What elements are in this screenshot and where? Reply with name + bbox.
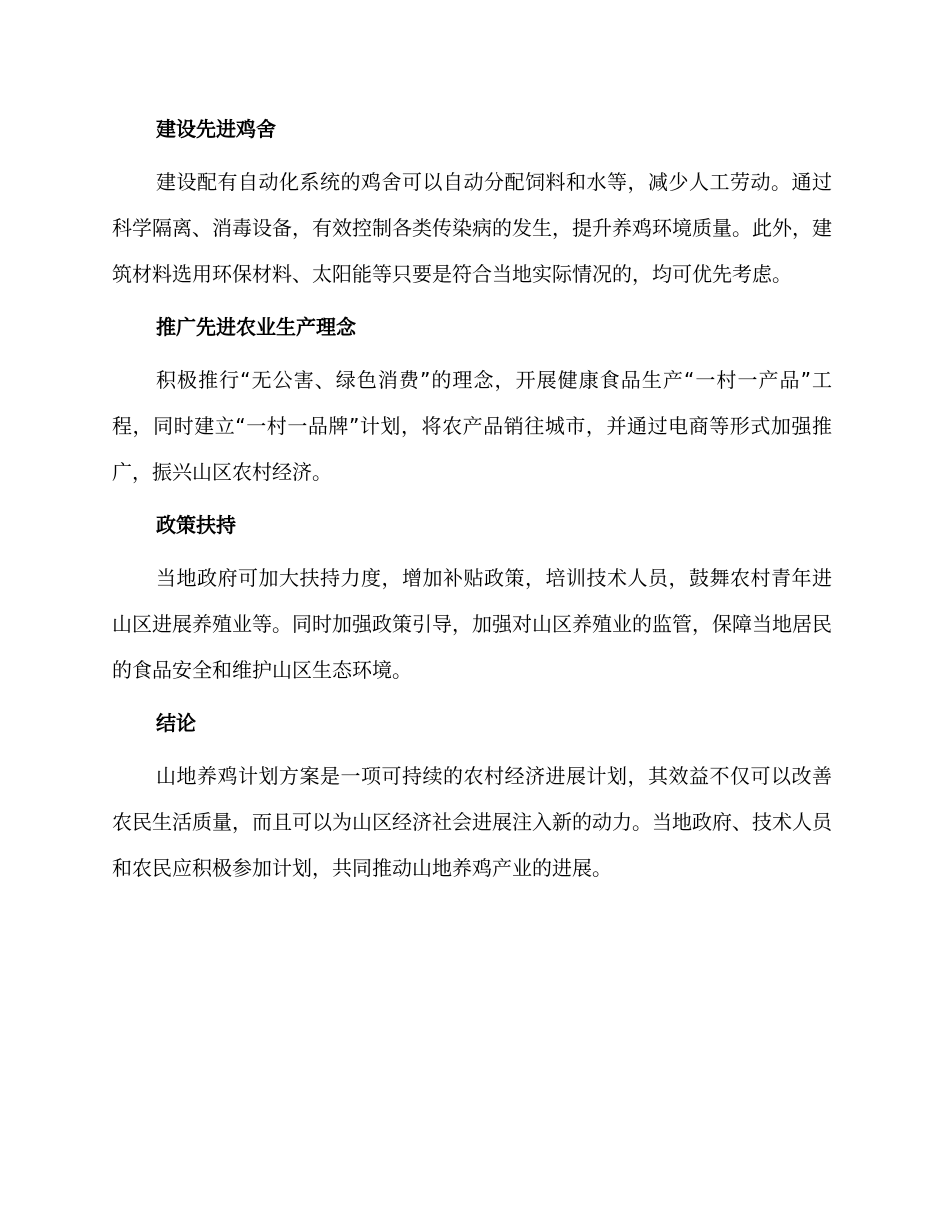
section-body-agriculture-concept: 积极推行“无公害、绿色消费”的理念，开展健康食品生产“一村一产品”工程，同时建立“一村一品牌”计划，将农产品销往城市，并通过电商等形式加强推广，振兴山区农村经济。 <box>112 368 832 484</box>
section-body-conclusion: 山地养鸡计划方案是一项可持续的农村经济进展计划，其效益不仅可以改善农民生活质量，而且可以为山区经济社会进展注入新的动力。当地政府、技术人员和农民应积极参加计划，共同推动山地养鸡产业的进展。 <box>112 764 832 880</box>
section-body-chicken-house: 建设配有自动化系统的鸡舍可以自动分配饲料和水等，减少人工劳动。通过科学隔离、消毒设备，有效控制各类传染病的发生，提升养鸡环境质量。此外，建筑材料选用环保材料、太阳能等只要是符合当地实际情况的，均可优先考虑。 <box>112 170 832 286</box>
section-heading-chicken-house: 建设先进鸡舍 <box>156 117 276 141</box>
section-heading-agriculture-concept: 推广先进农业生产理念 <box>156 315 356 339</box>
section-heading-conclusion: 结论 <box>156 711 196 735</box>
section-body-policy-support: 当地政府可加大扶持力度，增加补贴政策，培训技术人员，鼓舞农村青年进山区进展养殖业等。同时加强政策引导，加强对山区养殖业的监管，保障当地居民的食品安全和维护山区生态环境。 <box>112 566 832 682</box>
section-heading-policy-support: 政策扶持 <box>156 513 236 537</box>
